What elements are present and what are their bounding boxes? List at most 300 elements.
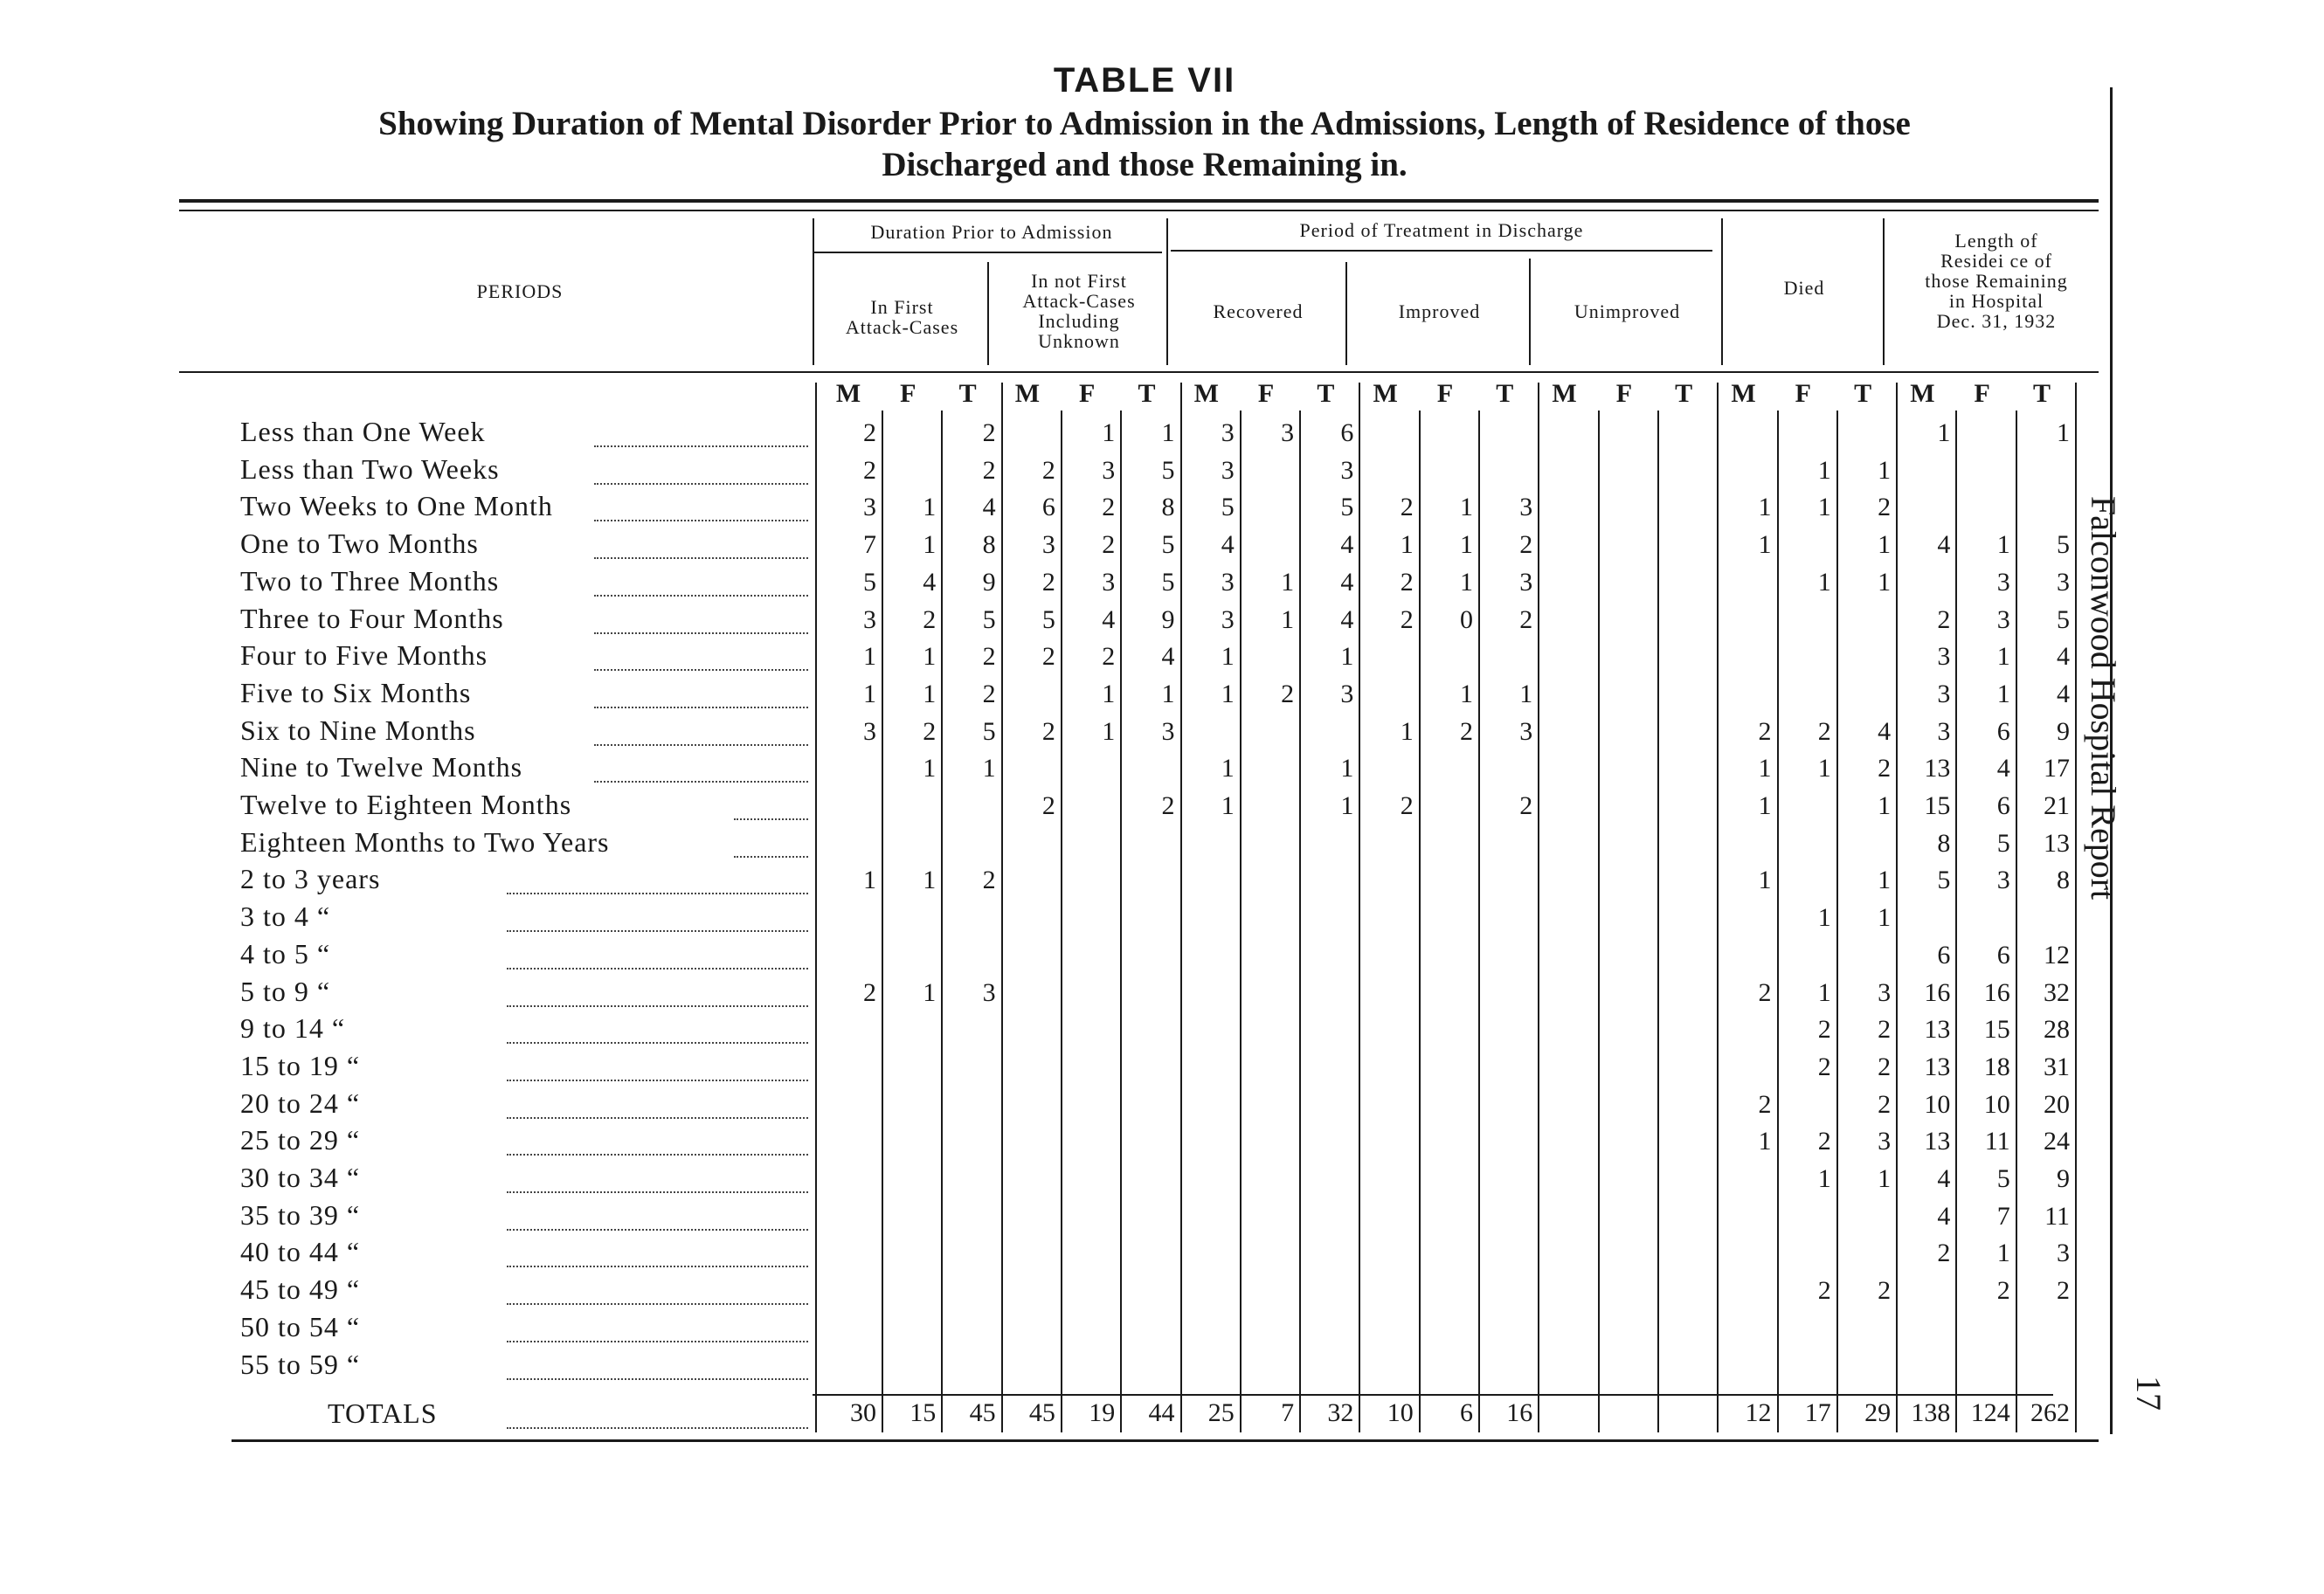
table-cell: 3 (1996, 567, 2010, 597)
row-label: 2 to 3 years (240, 863, 381, 895)
table-cell: 3 (1996, 604, 2010, 634)
table-cell: 8 (982, 530, 996, 560)
table-cell: 3 (863, 604, 876, 634)
table-cell: 4 (2057, 642, 2070, 672)
column-letter: F (1079, 379, 1096, 408)
table-cell: 3 (1221, 455, 1235, 485)
table-cell: 4 (1340, 567, 1354, 597)
table-cell: 1 (1817, 903, 1831, 933)
table-cell: 2 (1937, 1239, 1951, 1268)
table-cell: 3 (1937, 716, 1951, 746)
table-cell: 1 (1221, 754, 1235, 783)
table-cell: 7 (863, 530, 876, 560)
column-letter: M (1552, 379, 1577, 408)
table-cell: 4 (982, 493, 996, 522)
header-unimproved: Unimproved (1574, 300, 1681, 322)
row-leader-dots (507, 1005, 808, 1007)
table-cell: 1 (1758, 530, 1772, 560)
table-cell: 3 (1340, 679, 1354, 708)
table-cell: 2 (1041, 791, 1055, 820)
table-cell: 2 (1519, 604, 1533, 634)
totals-cell: 262 (2030, 1398, 2070, 1427)
subtitle-line-2: Discharged and those Remaining in. (882, 146, 1408, 183)
table-cell: 5 (1041, 604, 1055, 634)
table-cell: 4 (1937, 1164, 1951, 1193)
column-rule (882, 411, 883, 1432)
row-leader-dots (594, 483, 808, 485)
table-cell: 20 (2044, 1089, 2070, 1119)
table-cell: 1 (1460, 567, 1473, 597)
table-cell: 4 (1937, 1201, 1951, 1231)
table-cell: 1 (1460, 679, 1473, 708)
table-cell: 13 (1924, 1052, 1951, 1081)
table-cell: 2 (1041, 567, 1055, 597)
table-cell: 12 (2044, 940, 2070, 970)
totals-cell: 12 (1745, 1398, 1772, 1427)
header-residence: Length of Residei ce of those Remaining in Hospital Dec. 31, 1932 (1925, 230, 2068, 332)
table-cell: 1 (1878, 866, 1892, 895)
column-letter: T (2032, 379, 2051, 408)
table-cell: 1 (863, 679, 876, 708)
table-cell: 2 (1878, 493, 1892, 522)
row-leader-dots (507, 930, 808, 932)
row-leader-dots (594, 781, 808, 783)
table-cell: 5 (1996, 828, 2010, 858)
row-label: Less than One Week (240, 416, 486, 447)
table-cell: 10 (1924, 1089, 1951, 1119)
row-label: 40 to 44 “ (240, 1236, 361, 1268)
table-cell: 3 (863, 716, 876, 746)
table-cell: 2 (923, 716, 937, 746)
table-cell: 3 (1102, 567, 1116, 597)
table-cell: 1 (1996, 1239, 2010, 1268)
table-cell: 1 (1758, 1127, 1772, 1156)
table-cell: 2 (863, 418, 876, 447)
table-cell: 1 (923, 493, 937, 522)
column-rule (2075, 383, 2077, 1432)
row-label: Nine to Twelve Months (240, 751, 523, 783)
totals-cell: 25 (1207, 1398, 1235, 1427)
table-cell: 6 (1996, 716, 2010, 746)
table-cell: 6 (1041, 493, 1055, 522)
row-leader-dots (594, 445, 808, 447)
row-label: 4 to 5 “ (240, 937, 331, 970)
table-cell: 1 (1460, 530, 1473, 560)
table-cell: 13 (2044, 828, 2070, 858)
table-cell: 2 (1400, 567, 1414, 597)
table-cell: 1 (1519, 679, 1533, 708)
table-cell: 6 (1340, 418, 1354, 447)
totals-cell: 10 (1387, 1398, 1414, 1427)
table-cell: 11 (1984, 1127, 2010, 1156)
table-cell: 13 (1924, 1127, 1951, 1156)
table-cell: 1 (1878, 567, 1892, 597)
column-letter: F (1257, 379, 1275, 408)
table-cell: 4 (2057, 679, 2070, 708)
totals-cell: 15 (910, 1398, 937, 1427)
row-leader-dots (594, 520, 808, 521)
column-rule (1478, 411, 1480, 1432)
column-rule (1120, 411, 1122, 1432)
table-cell: 2 (982, 642, 996, 672)
table-cell: 2 (1817, 1052, 1831, 1081)
table-cell: 2 (1878, 1089, 1892, 1119)
table-cell: 15 (1924, 791, 1951, 820)
table-cell: 1 (1221, 642, 1235, 672)
table-cell: 2 (1041, 642, 1055, 672)
table-cell: 1 (1758, 791, 1772, 820)
table-cell: 21 (2044, 791, 2070, 820)
totals-cell: 19 (1089, 1398, 1116, 1427)
row-label: 35 to 39 “ (240, 1198, 361, 1231)
table-cell: 1 (1281, 567, 1295, 597)
totals-cell: 17 (1804, 1398, 1831, 1427)
table-cell: 1 (1937, 418, 1951, 447)
column-letter: M (1910, 379, 1935, 408)
table-cell: 1 (1817, 1164, 1831, 1193)
table-cell: 8 (2057, 866, 2070, 895)
table-cell: 2 (1400, 604, 1414, 634)
table-cell: 1 (1161, 418, 1175, 447)
column-letter: F (1974, 379, 1990, 408)
row-label: Six to Nine Months (240, 714, 476, 746)
table-cell: 1 (1161, 679, 1175, 708)
table-cell: 3 (1102, 455, 1116, 485)
table-cell: 1 (1817, 493, 1831, 522)
row-label: 20 to 24 “ (240, 1087, 361, 1119)
table-cell: 3 (1878, 1127, 1892, 1156)
table-cell: 1 (982, 754, 996, 783)
table-cell: 2 (1102, 642, 1116, 672)
table-cell: 2 (1400, 791, 1414, 820)
table-cell: 2 (1878, 1052, 1892, 1081)
header-not-first: In not First Attack-Cases Including Unknown (1022, 270, 1136, 352)
table-cell: 2 (982, 418, 996, 447)
table-cell: 2 (1041, 716, 1055, 746)
table-cell: 2 (1519, 530, 1533, 560)
table-cell: 3 (1878, 977, 1892, 1007)
table-cell: 2 (1937, 604, 1951, 634)
table-cell: 9 (2057, 716, 2070, 746)
row-leader-dots (507, 968, 808, 970)
table-cell: 1 (863, 866, 876, 895)
table-cell: 5 (863, 567, 876, 597)
column-letter: F (1795, 379, 1811, 408)
table-cell: 5 (982, 604, 996, 634)
table-cell: 1 (1102, 679, 1116, 708)
column-letter: F (1615, 379, 1633, 408)
column-letter: F (1436, 379, 1454, 408)
table-cell: 2 (1878, 1276, 1892, 1306)
table-cell: 2 (1878, 1015, 1892, 1045)
table-cell: 1 (1878, 455, 1892, 485)
header-improved: Improved (1398, 300, 1481, 322)
table-cell: 1 (1996, 530, 2010, 560)
table-cell: 2 (1817, 1127, 1831, 1156)
totals-cell: 7 (1281, 1398, 1295, 1427)
table-cell: 3 (1221, 567, 1235, 597)
table-cell: 1 (1878, 1164, 1892, 1193)
column-rule (1657, 411, 1659, 1432)
table-cell: 4 (1996, 754, 2010, 783)
column-rule (1061, 411, 1062, 1432)
table-cell: 1 (1758, 754, 1772, 783)
table-cell: 1 (1878, 791, 1892, 820)
table-cell: 2 (1878, 754, 1892, 783)
table-cell: 1 (1817, 754, 1831, 783)
table-cell: 13 (1924, 1015, 1951, 1045)
table-cell: 7 (1996, 1201, 2010, 1231)
table-title: TABLE VII (1053, 61, 1236, 100)
column-letter: T (1317, 379, 1335, 408)
table-cell: 1 (1340, 791, 1354, 820)
row-leader-dots (734, 856, 808, 858)
totals-label: TOTALS (328, 1397, 438, 1429)
table-cell: 3 (1937, 679, 1951, 708)
page-number: 17 (2129, 1376, 2168, 1411)
totals-cell: 45 (969, 1398, 996, 1427)
row-label: 30 to 34 “ (240, 1162, 361, 1193)
column-letter: M (1373, 379, 1398, 408)
row-leader-dots (507, 1154, 808, 1156)
totals-cell: 138 (1911, 1398, 1951, 1427)
table-cell: 3 (863, 493, 876, 522)
row-label: Two to Three Months (240, 564, 500, 597)
table-cell: 2 (1817, 716, 1831, 746)
row-label: Twelve to Eighteen Months (240, 789, 572, 820)
column-rule (815, 383, 817, 1432)
table-cell: 1 (2057, 418, 2070, 447)
table-cell: 2 (1102, 530, 1116, 560)
header-duration-prior: Duration Prior to Admission (870, 221, 1113, 243)
column-rule (1419, 411, 1421, 1432)
table-cell: 2 (1758, 1089, 1772, 1119)
row-leader-dots (507, 1266, 808, 1267)
table-cell: 5 (1937, 866, 1951, 895)
table-cell: 17 (2044, 754, 2070, 783)
row-leader-dots (594, 669, 808, 671)
table-cell: 4 (1221, 530, 1235, 560)
table-cell: 2 (1519, 791, 1533, 820)
row-leader-dots (507, 1117, 808, 1119)
table-cell: 11 (2044, 1201, 2070, 1231)
table-cell: 1 (923, 679, 937, 708)
table-cell: 2 (1161, 791, 1175, 820)
column-letter: M (1731, 379, 1756, 408)
row-label: Two Weeks to One Month (240, 490, 553, 522)
row-leader-dots (507, 1191, 808, 1193)
table-cell: 24 (2044, 1127, 2070, 1156)
table-cell: 1 (1758, 866, 1772, 895)
table-cell: 2 (982, 455, 996, 485)
table-cell: 1 (1340, 642, 1354, 672)
table-cell: 1 (923, 866, 937, 895)
row-leader-dots (594, 744, 808, 746)
table-cell: 5 (1161, 567, 1175, 597)
table-cell: 13 (1924, 754, 1951, 783)
table-cell: 1 (1817, 567, 1831, 597)
table-cell: 2 (982, 679, 996, 708)
table-cell: 3 (982, 977, 996, 1007)
column-letter: F (900, 379, 916, 408)
row-label: 9 to 14 “ (240, 1012, 346, 1045)
column-letter: T (1496, 379, 1514, 408)
totals-cell: 124 (1970, 1398, 2010, 1427)
row-leader-dots (507, 1378, 808, 1380)
column-letter: M (1193, 379, 1219, 408)
table-cell: 2 (863, 455, 876, 485)
row-label: 5 to 9 “ (240, 975, 331, 1007)
table-cell: 4 (1937, 530, 1951, 560)
row-leader-dots (594, 595, 808, 597)
column-rule (1538, 383, 1539, 1432)
table-cell: 31 (2044, 1052, 2070, 1081)
row-label: One to Two Months (240, 528, 479, 560)
totals-leader-dots (507, 1427, 808, 1429)
table-cell: 2 (1041, 455, 1055, 485)
table-cell: 2 (1281, 679, 1295, 708)
table-cell: 5 (1996, 1164, 2010, 1193)
table-cell: 1 (923, 754, 937, 783)
table-cell: 3 (2057, 1239, 2070, 1268)
column-rule (1240, 411, 1242, 1432)
table-cell: 2 (1102, 493, 1116, 522)
totals-cell: 29 (1864, 1398, 1892, 1427)
row-leader-dots (734, 818, 808, 820)
column-letter: M (1014, 379, 1041, 408)
subtitle-line-1: Showing Duration of Mental Disorder Prior to Admission in the Admissions, Length of Residence of those (378, 105, 1911, 142)
row-label: 25 to 29 “ (240, 1124, 361, 1156)
table-cell: 1 (1758, 493, 1772, 522)
table-cell: 3 (1519, 567, 1533, 597)
table-cell: 4 (1340, 604, 1354, 634)
table-cell: 28 (2044, 1015, 2070, 1045)
table-cell: 2 (1817, 1276, 1831, 1306)
table-cell: 3 (1937, 642, 1951, 672)
table-cell: 5 (2057, 530, 2070, 560)
table-cell: 1 (863, 642, 876, 672)
table-cell: 2 (1758, 716, 1772, 746)
row-leader-dots (594, 557, 808, 559)
table-cell: 5 (982, 716, 996, 746)
table-cell: 1 (1221, 791, 1235, 820)
totals-cell: 45 (1028, 1398, 1055, 1427)
table-cell: 1 (1400, 530, 1414, 560)
header-recovered: Recovered (1213, 300, 1304, 322)
row-leader-dots (507, 893, 808, 894)
table-cell: 6 (1996, 791, 2010, 820)
table-cell: 1 (923, 977, 937, 1007)
row-leader-dots (507, 1080, 808, 1081)
row-leader-dots (507, 1341, 808, 1342)
column-rule (1598, 411, 1600, 1432)
table-cell: 2 (982, 866, 996, 895)
row-leader-dots (507, 1229, 808, 1231)
table-cell: 16 (1983, 977, 2010, 1007)
table-cell: 3 (1281, 418, 1295, 447)
table-cell: 1 (1817, 977, 1831, 1007)
table-cell: 1 (1102, 716, 1116, 746)
column-letter: T (958, 379, 977, 408)
header-died: Died (1783, 277, 1825, 299)
table-cell: 2 (2057, 1276, 2070, 1306)
table-cell: 5 (1161, 530, 1175, 560)
table-cell: 5 (2057, 604, 2070, 634)
table-cell: 10 (1983, 1089, 2010, 1119)
totals-cell: 16 (1506, 1398, 1533, 1427)
table-cell: 4 (1878, 716, 1892, 746)
row-label: Five to Six Months (240, 676, 472, 708)
column-rule (1299, 411, 1301, 1432)
header-periods: PERIODS (476, 280, 564, 302)
table-cell: 1 (923, 530, 937, 560)
column-letter: T (1138, 379, 1156, 408)
table-cell: 3 (1161, 716, 1175, 746)
table-cell: 18 (1983, 1052, 2010, 1081)
table-cell: 3 (2057, 567, 2070, 597)
table-cell: 2 (1817, 1015, 1831, 1045)
table-cell: 1 (1878, 530, 1892, 560)
table-cell: 5 (1161, 455, 1175, 485)
table-cell: 4 (1340, 530, 1354, 560)
table-cell: 2 (1400, 493, 1414, 522)
table-cell: 3 (1221, 604, 1235, 634)
table-cell: 1 (1996, 679, 2010, 708)
side-running-title: Falconwood Hospital Report (2084, 496, 2123, 901)
table-cell: 1 (923, 642, 937, 672)
table-cell: 2 (1460, 716, 1473, 746)
table-cell: 5 (1340, 493, 1354, 522)
table-cell: 1 (1281, 604, 1295, 634)
table-cell: 1 (1102, 418, 1116, 447)
table-cell: 9 (2057, 1164, 2070, 1193)
table-cell: 1 (1340, 754, 1354, 783)
table-cell: 3 (1996, 866, 2010, 895)
table-cell: 9 (982, 567, 996, 597)
table-cell: 8 (1937, 828, 1951, 858)
row-label: Three to Four Months (240, 602, 504, 634)
table-cell: 16 (1924, 977, 1951, 1007)
totals-cell: 30 (850, 1398, 876, 1427)
row-label: 15 to 19 “ (240, 1049, 361, 1081)
table-cell: 1 (1996, 642, 2010, 672)
column-letter: M (835, 379, 861, 408)
table-cell: 1 (1221, 679, 1235, 708)
row-label: 45 to 49 “ (240, 1273, 361, 1306)
row-label: 50 to 54 “ (240, 1310, 361, 1342)
table-cell: 1 (1817, 455, 1831, 485)
table-cell: 3 (1041, 530, 1055, 560)
row-label: 3 to 4 “ (240, 901, 331, 933)
table-cell: 4 (1161, 642, 1175, 672)
row-leader-dots (507, 1303, 808, 1305)
column-letter: T (1854, 379, 1872, 408)
row-leader-dots (594, 707, 808, 708)
table-cell: 2 (923, 604, 937, 634)
table-cell: 3 (1340, 455, 1354, 485)
totals-cell: 44 (1148, 1398, 1175, 1427)
table-cell: 1 (1400, 716, 1414, 746)
row-leader-dots (594, 632, 808, 634)
row-label: Four to Five Months (240, 639, 488, 672)
row-label: Eighteen Months to Two Years (240, 825, 610, 858)
table-cell: 8 (1161, 493, 1175, 522)
totals-cell: 6 (1460, 1398, 1473, 1427)
table-cell: 32 (2044, 977, 2070, 1007)
table-cell: 2 (863, 977, 876, 1007)
table-cell: 3 (1221, 418, 1235, 447)
table-cell: 5 (1221, 493, 1235, 522)
